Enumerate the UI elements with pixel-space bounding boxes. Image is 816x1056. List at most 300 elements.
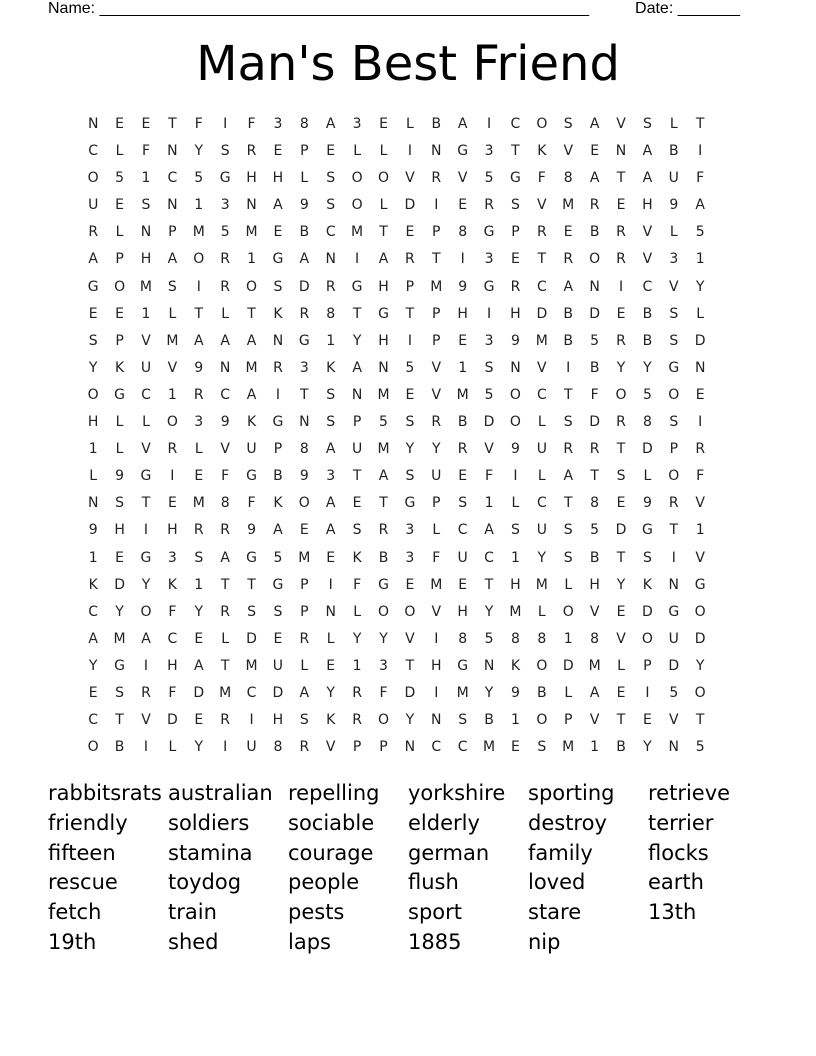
grid-letter: L	[300, 170, 309, 187]
grid-letter: B	[114, 739, 125, 756]
grid-letter: E	[273, 224, 283, 241]
grid-letter: N	[87, 116, 99, 132]
grid-letter: A	[220, 549, 230, 566]
grid-letter: A	[589, 170, 600, 187]
grid-letter: T	[247, 305, 256, 322]
grid-letter: L	[115, 143, 124, 160]
grid-letter: A	[88, 251, 98, 268]
grid-letter: B	[457, 414, 468, 431]
grid-letter: K	[273, 305, 283, 322]
grid-letter: 9	[458, 278, 468, 295]
grid-letter: N	[167, 143, 178, 160]
grid-letter: M	[192, 495, 205, 512]
grid-letter: S	[194, 549, 204, 566]
grid-letter: N	[615, 143, 627, 160]
grid-letter: U	[431, 468, 442, 485]
grid-letter: G	[272, 576, 284, 593]
grid-letter: S	[326, 414, 336, 431]
word-list-item: toydog	[168, 870, 242, 895]
grid-letter: 1	[510, 549, 520, 566]
grid-letter: V	[325, 739, 336, 756]
word-list-item: german	[408, 840, 490, 865]
word-list	[48, 778, 768, 957]
grid-letter: N	[431, 712, 442, 729]
grid-letter: S	[642, 116, 652, 132]
grid-letter: O	[377, 170, 389, 187]
grid-letter: O	[509, 386, 521, 403]
grid-letter: G	[140, 468, 152, 485]
grid-letter: G	[457, 657, 469, 674]
grid-letter: D	[298, 278, 310, 295]
grid-letter: L	[511, 495, 520, 512]
grid-letter: P	[432, 495, 441, 512]
grid-letter: L	[696, 305, 705, 322]
grid-letter: A	[167, 251, 178, 268]
name-field: Name: _______________________________________________________	[48, 0, 589, 17]
grid-letter: V	[669, 712, 679, 729]
grid-letter: P	[432, 224, 441, 241]
grid-letter: K	[326, 712, 336, 729]
grid-letter: M	[430, 576, 443, 593]
grid-letter: O	[246, 278, 258, 295]
grid-letter: B	[273, 468, 283, 485]
word-list-item: pests	[288, 900, 345, 925]
grid-letter: B	[378, 549, 389, 566]
grid-letter: H	[167, 522, 178, 539]
grid-letter: E	[167, 495, 177, 512]
word-list-item: 1885	[408, 929, 462, 954]
grid-letter: S	[563, 414, 573, 431]
word-list-item: yorkshire	[408, 781, 506, 805]
word-list-item: train	[168, 900, 217, 925]
grid-letter: 1	[326, 332, 336, 349]
grid-letter: V	[616, 116, 626, 132]
grid-letter: Y	[643, 739, 652, 756]
grid-letter: S	[484, 359, 494, 376]
grid-letter: I	[223, 116, 228, 132]
grid-letter: 3	[352, 116, 362, 132]
grid-letter: 1	[695, 251, 705, 268]
grid-letter: H	[272, 712, 284, 729]
word-list-item	[648, 927, 768, 957]
grid-letter: R	[88, 224, 99, 241]
grid-letter: K	[246, 414, 257, 431]
grid-letter: S	[405, 414, 415, 431]
grid-letter: C	[484, 549, 494, 566]
grid-letter: D	[483, 414, 495, 431]
grid-letter: M	[351, 224, 364, 241]
grid-letter: R	[299, 305, 310, 322]
grid-letter: C	[88, 603, 99, 620]
grid-letter: H	[272, 170, 284, 187]
grid-letter: L	[115, 414, 124, 431]
grid-letter: G	[114, 657, 126, 674]
grid-letter: R	[695, 441, 706, 458]
grid-letter: S	[669, 305, 679, 322]
grid-letter: 9	[220, 414, 230, 431]
grid-letter: V	[141, 712, 151, 729]
grid-letter: L	[353, 603, 361, 620]
grid-letter: 3	[484, 332, 494, 349]
grid-letter: U	[457, 549, 468, 566]
grid-letter: R	[563, 441, 574, 458]
grid-letter: Y	[194, 143, 204, 160]
word-list-item: rescue	[48, 870, 118, 895]
grid-letter: V	[589, 712, 600, 729]
grid-letter: S	[167, 278, 177, 295]
grid-letter: F	[247, 495, 256, 512]
grid-letter: Y	[405, 712, 415, 729]
grid-letter: K	[510, 657, 521, 674]
grid-letter: T	[405, 305, 415, 322]
grid-letter: M	[456, 684, 469, 701]
grid-letter: 8	[299, 116, 309, 132]
grid-letter: A	[642, 143, 653, 160]
grid-letter: V	[431, 359, 442, 376]
grid-letter: A	[299, 684, 310, 701]
grid-letter: O	[87, 739, 99, 756]
grid-letter: C	[220, 386, 231, 403]
grid-letter: A	[325, 116, 336, 132]
grid-letter: F	[221, 468, 230, 485]
word-list-item: friendly	[48, 810, 128, 835]
grid-letter: 3	[167, 549, 177, 566]
grid-letter: G	[510, 170, 521, 187]
grid-letter: 8	[510, 630, 520, 647]
grid-letter: L	[326, 630, 335, 647]
grid-letter: M	[298, 549, 311, 566]
grid-letter: 9	[510, 332, 520, 349]
grid-letter: A	[484, 522, 494, 539]
grid-letter: A	[193, 332, 204, 349]
grid-letter: K	[88, 576, 98, 593]
grid-letter: L	[379, 143, 388, 160]
grid-letter: V	[642, 224, 653, 241]
grid-letter: U	[668, 630, 679, 647]
grid-letter: A	[589, 116, 600, 132]
grid-letter: F	[353, 576, 362, 593]
grid-letter: Y	[695, 278, 705, 295]
grid-letter: Y	[643, 359, 652, 376]
grid-letter: Y	[695, 657, 705, 674]
grid-letter: R	[246, 143, 257, 160]
grid-letter: V	[642, 251, 653, 268]
word-list-item: family	[528, 840, 593, 865]
word-list-item: terrier	[648, 810, 714, 835]
grid-letter: 8	[326, 305, 336, 322]
grid-letter: R	[405, 251, 415, 268]
grid-letter: S	[141, 197, 151, 214]
grid-letter: Y	[352, 332, 362, 349]
grid-letter: R	[299, 630, 310, 647]
grid-letter: R	[431, 170, 442, 187]
grid-letter: O	[404, 603, 416, 620]
grid-letter: V	[431, 603, 442, 620]
grid-letter: P	[432, 332, 441, 349]
grid-letter: M	[245, 224, 258, 241]
grid-letter: G	[694, 576, 706, 593]
grid-letter: R	[325, 278, 336, 295]
grid-letter: T	[616, 549, 626, 566]
word-list-item: fifteen	[48, 840, 116, 865]
grid-letter: I	[698, 143, 703, 160]
grid-letter: L	[564, 576, 573, 593]
word-list-item: courage	[288, 840, 374, 865]
grid-letter: T	[352, 305, 362, 322]
grid-letter: N	[694, 359, 706, 376]
grid-letter: S	[616, 468, 626, 485]
grid-letter: K	[352, 549, 362, 566]
grid-letter: L	[168, 305, 177, 322]
grid-letter: P	[643, 657, 652, 674]
grid-letter: O	[536, 116, 548, 132]
grid-letter: 1	[141, 170, 151, 187]
grid-letter: E	[352, 495, 362, 512]
grid-letter: R	[193, 386, 204, 403]
grid-letter: S	[563, 522, 573, 539]
grid-letter: F	[141, 143, 150, 160]
grid-letter: I	[407, 143, 412, 160]
word-list-item: laps	[288, 929, 331, 954]
grid-letter: E	[194, 630, 204, 647]
grid-letter: F	[247, 116, 256, 132]
grid-letter: C	[536, 386, 547, 403]
grid-letter: H	[457, 603, 468, 620]
grid-letter: S	[220, 143, 230, 160]
grid-letter: 1	[484, 495, 494, 512]
grid-letter: R	[589, 441, 600, 458]
grid-letter: N	[219, 359, 231, 376]
grid-letter: I	[671, 549, 676, 566]
grid-letter: U	[88, 197, 99, 214]
grid-letter: T	[695, 712, 705, 729]
grid-letter: T	[115, 712, 124, 729]
grid-letter: D	[694, 332, 706, 349]
grid-letter: O	[140, 603, 152, 620]
word-list-item: retrieve	[648, 781, 731, 805]
word-list-item: sport	[408, 900, 462, 925]
grid-letter: P	[168, 224, 177, 241]
grid-letter: S	[458, 712, 468, 729]
grid-letter: I	[223, 739, 228, 756]
grid-letter: N	[167, 197, 178, 214]
grid-letter: R	[457, 441, 468, 458]
grid-letter: U	[246, 739, 257, 756]
grid-letter: M	[377, 441, 390, 458]
grid-letter: E	[616, 197, 626, 214]
grid-letter: R	[220, 603, 231, 620]
grid-letter: V	[220, 441, 230, 458]
grid-letter: 5	[194, 170, 204, 187]
grid-letter: T	[563, 386, 573, 403]
grid-letter: N	[325, 603, 336, 620]
grid-letter: L	[194, 441, 203, 458]
grid-letter: O	[193, 251, 205, 268]
grid-letter: Y	[616, 359, 626, 376]
grid-letter: M	[483, 739, 496, 756]
grid-letter: U	[536, 441, 547, 458]
grid-letter: N	[378, 359, 389, 376]
grid-letter: R	[220, 251, 231, 268]
grid-letter: H	[87, 414, 99, 431]
grid-letter: G	[272, 414, 284, 431]
grid-letter: Y	[326, 684, 335, 701]
grid-letter: B	[299, 224, 310, 241]
grid-letter: E	[590, 143, 600, 160]
grid-letter: 5	[484, 170, 494, 187]
header	[48, 0, 740, 20]
grid-letter: P	[352, 739, 362, 756]
grid-letter: E	[326, 549, 336, 566]
grid-letter: O	[377, 712, 389, 729]
grid-letter: H	[589, 576, 600, 593]
grid-letter: E	[458, 468, 468, 485]
grid-letter: P	[352, 414, 362, 431]
grid-letter: C	[246, 684, 257, 701]
grid-letter: 9	[299, 468, 309, 485]
grid-letter: N	[668, 739, 680, 756]
grid-letter: 9	[299, 197, 309, 214]
grid-letter: R	[299, 739, 310, 756]
grid-letter: D	[642, 603, 653, 620]
grid-letter: 3	[273, 116, 283, 132]
grid-letter: G	[87, 278, 99, 295]
grid-letter: G	[298, 332, 310, 349]
grid-letter: M	[535, 332, 548, 349]
grid-letter: V	[563, 143, 574, 160]
grid-letter: F	[485, 468, 494, 485]
grid-letter: M	[562, 739, 575, 756]
grid-letter: S	[273, 278, 283, 295]
grid-letter: S	[326, 197, 336, 214]
grid-letter: I	[566, 359, 571, 376]
grid-letter: A	[695, 197, 705, 214]
grid-letter: M	[456, 386, 469, 403]
grid-letter: D	[404, 684, 416, 701]
grid-letter: D	[642, 441, 653, 458]
grid-letter: C	[457, 522, 468, 539]
grid-letter: G	[219, 170, 231, 187]
grid-letter: 1	[88, 549, 98, 566]
grid-letter: V	[537, 197, 547, 214]
grid-letter: L	[115, 441, 124, 458]
grid-letter: 5	[484, 630, 494, 647]
grid-letter: C	[88, 712, 99, 729]
grid-letter: B	[668, 143, 679, 160]
grid-letter: V	[537, 359, 547, 376]
grid-letter: A	[457, 116, 468, 132]
grid-letter: U	[536, 522, 547, 539]
grid-letter: V	[457, 170, 468, 187]
grid-letter: E	[616, 495, 626, 512]
grid-letter: O	[114, 278, 126, 295]
grid-letter: Y	[484, 603, 494, 620]
grid-letter: E	[326, 657, 336, 674]
grid-letter: 5	[669, 684, 679, 701]
grid-letter: K	[537, 143, 547, 160]
grid-letter: I	[143, 522, 149, 539]
grid-letter: P	[564, 712, 573, 729]
grid-letter: E	[458, 576, 468, 593]
grid-letter: D	[562, 657, 574, 674]
grid-letter: R	[668, 495, 679, 512]
grid-letter: R	[193, 522, 204, 539]
grid-letter: N	[431, 143, 442, 160]
grid-letter: 1	[141, 305, 151, 322]
grid-letter: D	[246, 630, 257, 647]
grid-letter: V	[616, 630, 626, 647]
grid-letter: 5	[590, 522, 600, 539]
grid-letter: 8	[590, 630, 600, 647]
grid-letter: G	[272, 251, 284, 268]
grid-letter: Y	[616, 576, 626, 593]
grid-letter: F	[537, 170, 546, 187]
grid-letter: T	[511, 143, 520, 160]
grid-letter: S	[115, 495, 125, 512]
grid-letter: D	[166, 712, 178, 729]
grid-letter: E	[115, 197, 125, 214]
grid-letter: A	[563, 278, 574, 295]
grid-letter: G	[668, 603, 680, 620]
grid-letter: 1	[563, 630, 573, 647]
grid-letter: N	[483, 657, 495, 674]
grid-letter: C	[325, 224, 336, 241]
grid-letter: M	[509, 603, 522, 620]
grid-letter: 3	[326, 468, 336, 485]
grid-letter: 5	[695, 739, 705, 756]
grid-letter: G	[483, 224, 495, 241]
grid-letter: Y	[115, 603, 124, 620]
grid-letter: O	[536, 712, 548, 729]
grid-letter: T	[616, 170, 626, 187]
grid-letter: D	[272, 684, 284, 701]
word-search-grid	[80, 111, 713, 761]
grid-letter: I	[328, 576, 333, 593]
grid-letter: 5	[484, 386, 494, 403]
grid-letter: E	[115, 549, 125, 566]
grid-letter: O	[536, 657, 548, 674]
grid-letter: G	[246, 468, 257, 485]
grid-letter: A	[378, 468, 389, 485]
grid-letter: 3	[220, 197, 230, 214]
grid-letter: 1	[510, 712, 520, 729]
grid-letter: E	[326, 143, 336, 160]
grid-letter: I	[486, 305, 492, 322]
grid-letter: G	[378, 305, 389, 322]
grid-letter: M	[535, 576, 548, 593]
grid-letter: K	[642, 576, 652, 593]
grid-letter: 3	[669, 251, 679, 268]
grid-letter: S	[458, 495, 468, 512]
grid-letter: A	[378, 251, 389, 268]
word-list-item: rabbitsrats	[48, 781, 162, 805]
grid-letter: 8	[299, 441, 309, 458]
grid-letter: L	[221, 305, 230, 322]
grid-letter: Y	[537, 549, 547, 566]
grid-letter: C	[88, 143, 99, 160]
grid-letter: A	[220, 332, 230, 349]
grid-letter: R	[484, 197, 494, 214]
grid-letter: N	[510, 359, 521, 376]
grid-letter: C	[457, 739, 468, 756]
grid-letter: O	[668, 468, 680, 485]
grid-letter: T	[405, 657, 415, 674]
grid-letter: 3	[484, 251, 494, 268]
grid-letter: P	[300, 603, 309, 620]
grid-letter: D	[668, 657, 680, 674]
grid-letter: T	[590, 468, 599, 485]
grid-letter: P	[300, 576, 309, 593]
